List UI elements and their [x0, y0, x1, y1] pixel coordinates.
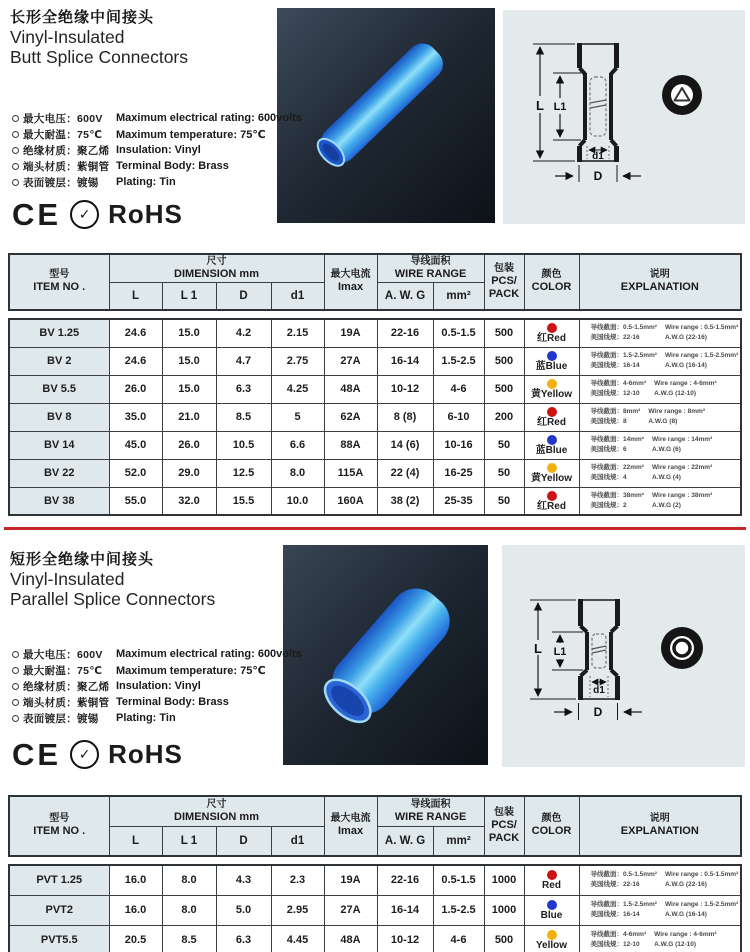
bullet-icon [12, 683, 19, 690]
section2-title-en1: Vinyl-Insulated [10, 569, 125, 589]
cell-L: 52.0 [109, 459, 162, 487]
cell-L: 35.0 [109, 403, 162, 431]
spec-label-cn: 绝缘材质：聚乙烯 [23, 144, 110, 157]
explanation-text: Wire range : 8mm² A.W.G (8) [648, 407, 705, 425]
color-label: 红Red [537, 333, 566, 345]
explanation-text: 导线截面：4-6mm² 美国线规：12-10 [590, 930, 647, 948]
cell-pack: 500 [484, 347, 524, 375]
spec-label-cn: 表面镀层：镀锡 [23, 176, 99, 189]
cell-color [524, 319, 579, 347]
header-item: 型号 ITEM NO . [9, 254, 109, 310]
rohs-cert-check-icon: ✓ [70, 200, 99, 229]
cell-color [524, 895, 579, 925]
section-divider [4, 527, 746, 530]
bullet-icon [12, 667, 19, 674]
color-label: 红Red [537, 417, 566, 428]
cell-mm2: 10-16 [433, 431, 484, 459]
cell-D: 8.5 [216, 403, 271, 431]
header-mm2: mm² [433, 282, 484, 310]
table2-body [8, 864, 742, 952]
bullet-icon [12, 651, 19, 658]
spec-label-cn: 表面镀层：镀锡 [23, 712, 99, 725]
header-color: 颜色 COLOR [524, 796, 579, 856]
cell-color [524, 459, 579, 487]
section2-title-en2: Parallel Splice Connectors [10, 589, 216, 610]
spec-label-en: Insulation: Vinyl [116, 680, 201, 692]
cell-color [524, 375, 579, 403]
header-L1: L 1 [162, 826, 216, 856]
explanation-text: 导线截面：1.5-2.5mm² 美国线规：16-14 [590, 351, 657, 369]
rohs-label: RoHS [108, 199, 183, 229]
dim-label-L1: L1 [553, 646, 567, 658]
section1-title-en1: Vinyl-Insulated [10, 27, 125, 47]
spec-label-en: Plating: Tin [116, 712, 176, 724]
spec-row [12, 662, 282, 678]
cross-section-icon [662, 75, 702, 115]
section2-title-cn: 短形全绝缘中间接头 [10, 551, 155, 568]
header-wire-range: 导线面积 WIRE RANGE [377, 254, 484, 282]
header-L1: L 1 [162, 282, 216, 310]
cell-L: 55.0 [109, 487, 162, 515]
ce-mark-icon: CE [12, 736, 62, 772]
cell-imax: 115A [324, 459, 377, 487]
blue-dot-icon [547, 351, 557, 361]
cell-mm2: 0.5-1.5 [433, 865, 484, 895]
dim-label-L: L [534, 641, 542, 656]
product-photo-parallel-splice [283, 545, 488, 765]
table2-header [8, 795, 742, 857]
cell-mm2: 4-6 [433, 375, 484, 403]
explanation-text: 导线截面：38mm² 美国线规：2 [590, 491, 644, 509]
dim-label-D: D [593, 705, 603, 719]
cell-D: 4.7 [216, 347, 271, 375]
red-dot-icon [547, 407, 557, 417]
butt-splice-drawing [503, 10, 745, 224]
table-row [9, 403, 741, 431]
cell-imax: 88A [324, 431, 377, 459]
cell-d1: 6.6 [271, 431, 324, 459]
cert-logos-1 [12, 197, 183, 231]
cell-awg: 16-14 [377, 347, 433, 375]
header-pack: 包装 PCS/ PACK [484, 796, 524, 856]
explanation-text: Wire range : 38mm² A.W.G (2) [651, 491, 713, 509]
header-explanation: 说明 EXPLANATION [579, 796, 741, 856]
cell-D: 6.3 [216, 375, 271, 403]
cell-L1: 15.0 [162, 319, 216, 347]
explanation-text: Wire range : 0.5-1.5mm² A.W.G (22-16) [664, 324, 739, 342]
cell-imax: 48A [324, 925, 377, 952]
cell-color [524, 431, 579, 459]
spec-label-cn: 绝缘材质：聚乙烯 [23, 680, 110, 693]
cell-d1: 4.25 [271, 375, 324, 403]
cell-d1: 2.15 [271, 319, 324, 347]
red-dot-icon [547, 323, 557, 333]
explanation-text: Wire range : 0.5-1.5mm² A.W.G (22-16) [664, 871, 739, 889]
cell-explanation [579, 375, 741, 403]
cell-explanation [579, 925, 741, 952]
explanation-text: 导线截面：0.5-1.5mm² 美国线规：22-16 [590, 871, 657, 889]
header-color: 颜色 COLOR [524, 254, 579, 310]
yellow-dot-icon [547, 463, 557, 473]
table-row [9, 319, 741, 347]
spec-row [12, 694, 282, 710]
cell-explanation [579, 347, 741, 375]
cell-d1: 2.75 [271, 347, 324, 375]
butt-splice-connector-image [277, 8, 495, 223]
red-dot-icon [547, 491, 557, 501]
cell-L1: 15.0 [162, 375, 216, 403]
section2-title [10, 548, 215, 610]
spec-list-2 [12, 646, 302, 726]
spec-label-en: Maximum temperature: 75℃ [116, 664, 266, 677]
explanation-text: 导线截面：22mm² 美国线规：4 [590, 463, 644, 481]
dim-label-L: L [536, 98, 544, 113]
table-row [9, 431, 741, 459]
cell-awg: 22-16 [377, 319, 433, 347]
header-d1: d1 [271, 826, 324, 856]
cell-L: 45.0 [109, 431, 162, 459]
table-row [9, 459, 741, 487]
cell-mm2: 0.5-1.5 [433, 319, 484, 347]
spec-label-en: Maximum electrical rating: 600volts [116, 648, 302, 660]
cell-awg: 16-14 [377, 895, 433, 925]
header-imax: 最大电流 Imax [324, 254, 377, 310]
color-label: Yellow [535, 939, 568, 951]
cell-pack: 500 [484, 925, 524, 952]
spec-label-en: Plating: Tin [116, 176, 176, 188]
rohs-label: RoHS [108, 739, 183, 769]
spec-row [12, 110, 302, 126]
cell-awg: 14 (6) [377, 431, 433, 459]
cell-imax: 27A [324, 347, 377, 375]
spec-row [12, 142, 282, 158]
dim-label-d1: d1 [592, 151, 604, 162]
cell-imax: 19A [324, 865, 377, 895]
table1-body [8, 318, 742, 516]
cell-imax: 48A [324, 375, 377, 403]
header-L: L [109, 282, 162, 310]
cell-item: PVT2 [9, 895, 109, 925]
rohs-cert-check-icon: ✓ [70, 740, 99, 769]
cell-d1: 10.0 [271, 487, 324, 515]
cell-explanation [579, 319, 741, 347]
cell-mm2: 4-6 [433, 925, 484, 952]
cell-imax: 27A [324, 895, 377, 925]
explanation-text: 导线截面：1.5-2.5mm² 美国线规：16-14 [590, 900, 657, 918]
cell-color [524, 403, 579, 431]
cell-L1: 26.0 [162, 431, 216, 459]
explanation-text: Wire range : 1.5-2.5mm² A.W.G (16-14) [664, 900, 739, 918]
cell-L1: 8.5 [162, 925, 216, 952]
color-label: 蓝Blue [535, 445, 568, 456]
color-label: 红Red [537, 500, 566, 512]
cell-L1: 29.0 [162, 459, 216, 487]
explanation-text: Wire range : 14mm² A.W.G (6) [651, 435, 713, 453]
cell-explanation [579, 403, 741, 431]
cell-d1: 8.0 [271, 459, 324, 487]
section1-title-cn: 长形全绝缘中间接头 [10, 9, 155, 26]
cell-D: 15.5 [216, 487, 271, 515]
cell-awg: 22-16 [377, 865, 433, 895]
spec-label-en: Terminal Body: Brass [116, 160, 229, 172]
cell-L1: 8.0 [162, 865, 216, 895]
color-label: Blue [540, 910, 563, 921]
cell-L: 24.6 [109, 347, 162, 375]
header-pack: 包装 PCS/ PACK [484, 254, 524, 310]
explanation-text: 导线截面：0.5-1.5mm² 美国线规：22-16 [590, 324, 657, 342]
cell-awg: 22 (4) [377, 459, 433, 487]
color-label: Red [542, 880, 561, 892]
cell-D: 5.0 [216, 895, 271, 925]
cell-mm2: 1.5-2.5 [433, 895, 484, 925]
spec-row [12, 158, 282, 174]
technical-drawing-parallel-splice [502, 545, 745, 767]
cell-L1: 32.0 [162, 487, 216, 515]
explanation-text: 导线截面：14mm² 美国线规：6 [590, 435, 644, 453]
spec-list-1 [12, 110, 302, 190]
cell-L: 26.0 [109, 375, 162, 403]
cell-imax: 62A [324, 403, 377, 431]
cell-D: 4.3 [216, 865, 271, 895]
dim-label-D: D [593, 169, 603, 183]
spec-label-cn: 最大电压：600V [23, 648, 103, 661]
cell-imax: 19A [324, 319, 377, 347]
cell-pack: 1000 [484, 865, 524, 895]
cell-pack: 500 [484, 319, 524, 347]
bullet-icon [12, 163, 19, 170]
parallel-splice-connector-image [283, 545, 488, 765]
header-awg: A. W. G [377, 282, 433, 310]
cell-explanation [579, 487, 741, 515]
dim-label-d1: d1 [593, 685, 605, 696]
explanation-text: 导线截面：4-6mm² 美国线规：12-10 [590, 379, 647, 397]
header-item: 型号 ITEM NO . [9, 796, 109, 856]
cell-explanation [579, 431, 741, 459]
explanation-text: Wire range : 4-6mm² A.W.G (12-10) [654, 379, 717, 397]
spec-table-parallel-splice [8, 795, 742, 952]
header-wire-range: 导线面积 WIRE RANGE [377, 796, 484, 826]
spec-label-cn: 最大电压：600V [23, 112, 103, 125]
cell-pack: 200 [484, 403, 524, 431]
cell-imax: 160A [324, 487, 377, 515]
color-label: 黄Yellow [530, 389, 573, 400]
header-D: D [216, 826, 271, 856]
cell-mm2: 6-10 [433, 403, 484, 431]
cell-awg: 10-12 [377, 375, 433, 403]
cell-L1: 8.0 [162, 895, 216, 925]
cell-d1: 4.45 [271, 925, 324, 952]
spec-label-cn: 端头材质：紫铜管 [23, 696, 110, 709]
dim-label-L1: L1 [553, 101, 567, 113]
header-dimension: 尺寸 DIMENSION mm [109, 254, 324, 282]
cell-explanation [579, 895, 741, 925]
cell-pack: 50 [484, 487, 524, 515]
section1-title [10, 6, 188, 68]
bullet-icon [12, 179, 19, 186]
header-imax: 最大电流 Imax [324, 796, 377, 856]
color-label: 蓝Blue [535, 361, 568, 372]
table-row [9, 925, 741, 952]
cell-item: BV 14 [9, 431, 109, 459]
cell-d1: 5 [271, 403, 324, 431]
cell-L1: 21.0 [162, 403, 216, 431]
spec-label-en: Insulation: Vinyl [116, 144, 201, 156]
color-label: 黄Yellow [530, 473, 573, 484]
cell-mm2: 25-35 [433, 487, 484, 515]
spec-label-en: Terminal Body: Brass [116, 696, 229, 708]
cell-awg: 8 (8) [377, 403, 433, 431]
spec-label-cn: 最大耐温：75℃ [23, 664, 103, 677]
table1-header [8, 253, 742, 311]
product-photo-butt-splice [277, 8, 495, 223]
bullet-icon [12, 115, 19, 122]
cell-D: 10.5 [216, 431, 271, 459]
cell-color [524, 925, 579, 952]
header-L: L [109, 826, 162, 856]
table-row [9, 375, 741, 403]
spec-row [12, 710, 282, 726]
bullet-icon [12, 715, 19, 722]
cert-logos-2 [12, 737, 183, 771]
header-D: D [216, 282, 271, 310]
cell-pack: 50 [484, 431, 524, 459]
spec-label-en: Maximum electrical rating: 600volts [116, 112, 302, 124]
table-row [9, 865, 741, 895]
cell-item: BV 1.25 [9, 319, 109, 347]
cell-item: BV 8 [9, 403, 109, 431]
technical-drawing-butt-splice [503, 10, 745, 224]
bullet-icon [12, 131, 19, 138]
spec-label-cn: 最大耐温：75℃ [23, 128, 103, 141]
cell-color [524, 347, 579, 375]
header-awg: A. W. G [377, 826, 433, 856]
cell-D: 6.3 [216, 925, 271, 952]
table-row [9, 895, 741, 925]
cell-D: 12.5 [216, 459, 271, 487]
cell-d1: 2.95 [271, 895, 324, 925]
bullet-icon [12, 147, 19, 154]
blue-dot-icon [547, 435, 557, 445]
header-explanation: 说明 EXPLANATION [579, 254, 741, 310]
cell-L: 16.0 [109, 895, 162, 925]
cell-mm2: 16-25 [433, 459, 484, 487]
cell-explanation [579, 459, 741, 487]
cell-item: PVT 1.25 [9, 865, 109, 895]
spec-row [12, 646, 302, 662]
cell-pack: 1000 [484, 895, 524, 925]
cell-item: BV 38 [9, 487, 109, 515]
explanation-text: Wire range : 22mm² A.W.G (4) [651, 463, 713, 481]
explanation-text: Wire range : 4-6mm² A.W.G (12-10) [654, 930, 717, 948]
section1-title-en2: Butt Splice Connectors [10, 47, 189, 68]
table-row [9, 487, 741, 515]
yellow-dot-icon [547, 379, 557, 389]
explanation-text: 导线截面：8mm² 美国线规：8 [590, 407, 641, 425]
cell-item: BV 5.5 [9, 375, 109, 403]
blue-dot-icon [547, 900, 557, 910]
cell-d1: 2.3 [271, 865, 324, 895]
cell-mm2: 1.5-2.5 [433, 347, 484, 375]
parallel-splice-drawing [502, 545, 745, 767]
cell-L1: 15.0 [162, 347, 216, 375]
explanation-text: Wire range : 1.5-2.5mm² A.W.G (16-14) [664, 351, 739, 369]
cell-item: BV 22 [9, 459, 109, 487]
cell-color [524, 487, 579, 515]
spec-row [12, 126, 282, 142]
header-d1: d1 [271, 282, 324, 310]
yellow-dot-icon [547, 930, 557, 940]
header-mm2: mm² [433, 826, 484, 856]
cell-awg: 10-12 [377, 925, 433, 952]
cell-L: 16.0 [109, 865, 162, 895]
cell-awg: 38 (2) [377, 487, 433, 515]
cell-pack: 50 [484, 459, 524, 487]
bullet-icon [12, 699, 19, 706]
cell-item: BV 2 [9, 347, 109, 375]
spec-row [12, 174, 282, 190]
cross-section-icon [661, 627, 703, 669]
cell-item: PVT5.5 [9, 925, 109, 952]
spec-label-en: Maximum temperature: 75℃ [116, 128, 266, 141]
spec-row [12, 678, 282, 694]
table-row [9, 347, 741, 375]
cell-L: 20.5 [109, 925, 162, 952]
cell-explanation [579, 865, 741, 895]
cell-L: 24.6 [109, 319, 162, 347]
cell-color [524, 865, 579, 895]
ce-mark-icon: CE [12, 196, 62, 232]
spec-label-cn: 端头材质：紫铜管 [23, 160, 110, 173]
cell-pack: 500 [484, 375, 524, 403]
red-dot-icon [547, 870, 557, 880]
cell-D: 4.2 [216, 319, 271, 347]
spec-table-butt-splice [8, 253, 742, 516]
header-dimension: 尺寸 DIMENSION mm [109, 796, 324, 826]
